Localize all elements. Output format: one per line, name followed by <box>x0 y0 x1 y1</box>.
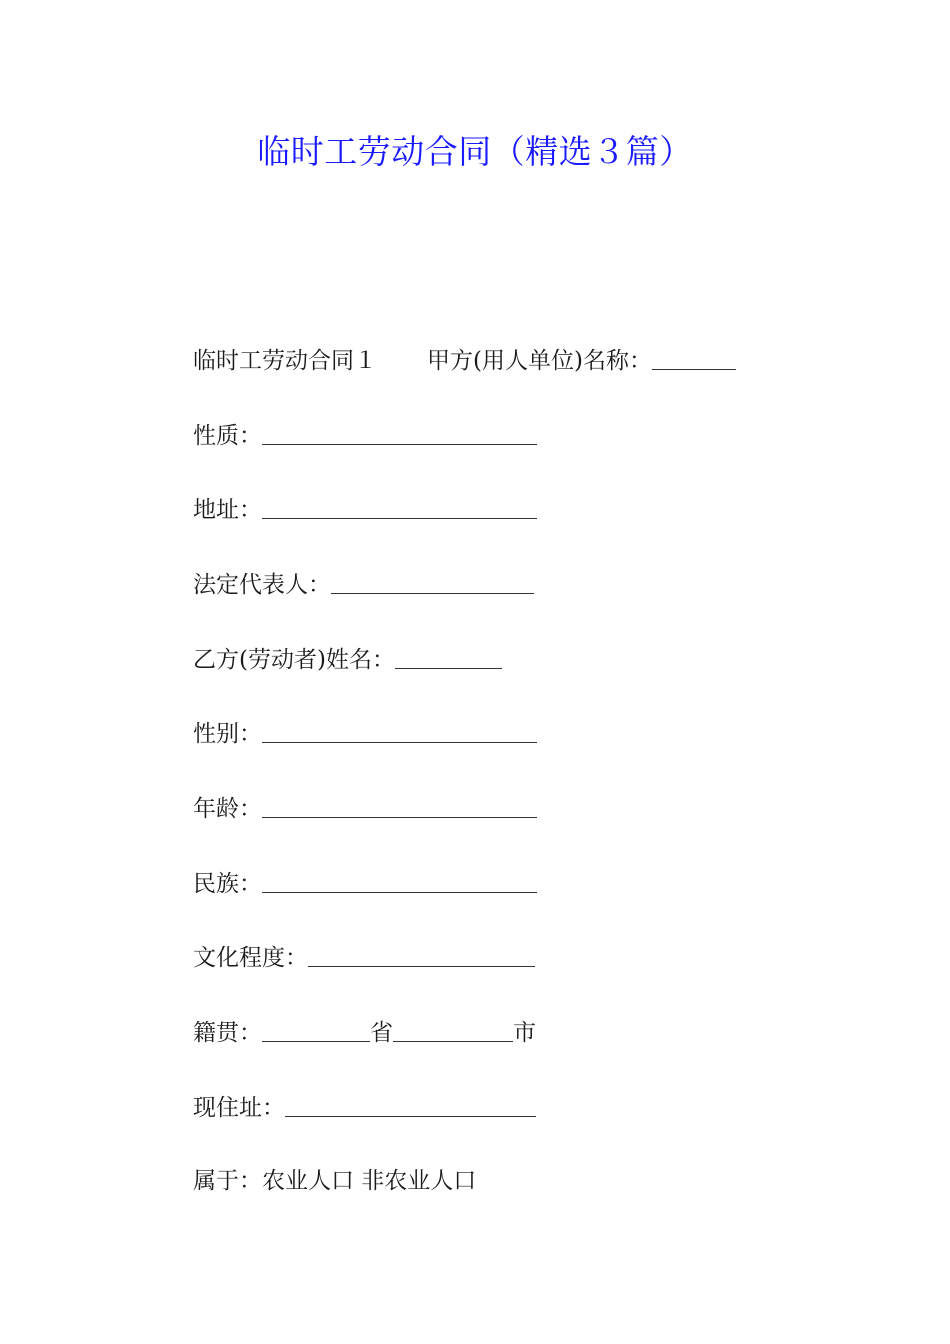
province-blank[interactable] <box>262 1019 370 1042</box>
age-label: 年龄： <box>193 796 262 822</box>
address-label: 地址： <box>193 497 262 523</box>
legal-rep-blank[interactable] <box>331 571 534 594</box>
city-blank[interactable] <box>393 1019 513 1042</box>
party-a-name-label: 甲方(用人单位)名称： <box>427 348 652 374</box>
party-b-name-blank[interactable] <box>395 646 502 669</box>
legal-rep-label: 法定代表人： <box>193 572 331 598</box>
party-b-line <box>193 644 502 675</box>
gender-blank[interactable] <box>262 720 537 743</box>
gender-line <box>193 718 537 749</box>
nature-blank[interactable] <box>262 422 537 445</box>
ethnicity-label: 民族： <box>193 871 262 897</box>
contract-heading-label: 临时工劳动合同１ <box>193 348 377 374</box>
current-address-line <box>193 1092 536 1123</box>
education-label: 文化程度： <box>193 945 308 971</box>
party-a-name-blank[interactable] <box>652 347 736 370</box>
address-line <box>193 494 537 525</box>
household-type-label: 属于：农业人口 非农业人口 <box>193 1168 477 1194</box>
household-type-line <box>193 1166 476 1196</box>
native-place-line <box>193 1017 536 1048</box>
nature-label: 性质： <box>193 423 262 449</box>
age-blank[interactable] <box>262 795 537 818</box>
document-title: 临时工劳动合同（精选３篇） <box>257 132 693 171</box>
nature-line <box>193 420 537 451</box>
party-b-name-label: 乙方(劳动者)姓名： <box>193 647 395 673</box>
current-address-blank[interactable] <box>285 1094 536 1117</box>
city-label: 市 <box>513 1020 536 1046</box>
province-label: 省 <box>370 1020 393 1046</box>
age-line <box>193 793 537 824</box>
current-address-label: 现住址： <box>193 1095 285 1121</box>
education-blank[interactable] <box>308 944 535 967</box>
education-line <box>193 942 535 973</box>
ethnicity-line <box>193 868 537 899</box>
contract-heading-line <box>193 345 736 376</box>
gender-label: 性别： <box>193 721 262 747</box>
native-place-label: 籍贯： <box>193 1020 262 1046</box>
address-blank[interactable] <box>262 496 537 519</box>
ethnicity-blank[interactable] <box>262 870 537 893</box>
legal-rep-line <box>193 569 534 600</box>
